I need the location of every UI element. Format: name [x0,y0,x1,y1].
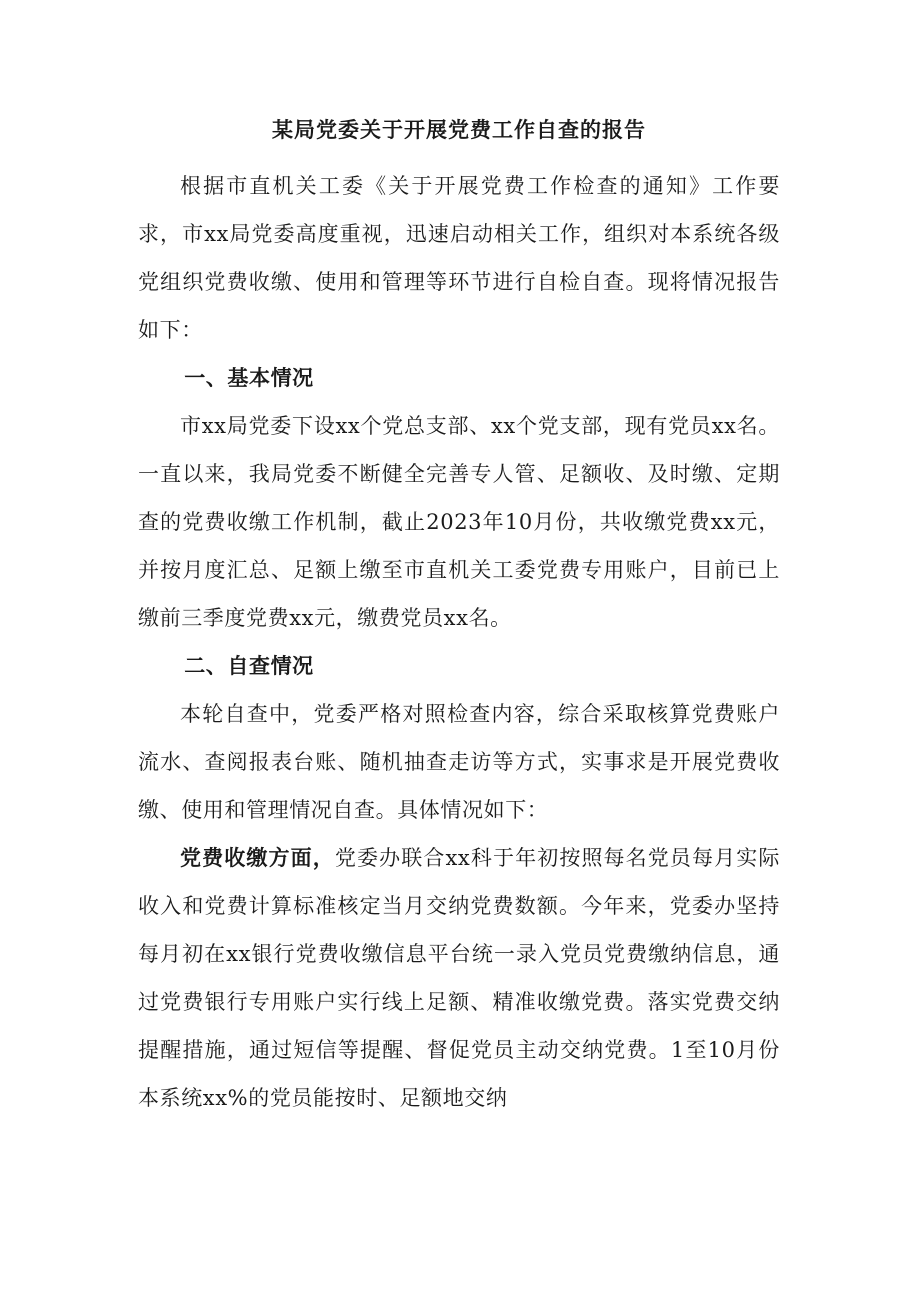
section-heading-basic: 一、基本情况 [184,366,314,390]
fee-collection-lead: 党费收缴方面， [180,846,335,870]
basic-situation-paragraph: 市xx局党委下设xx个党总支部、xx个党支部，现有党员xx名。一直以来，我局党委不断健全完善专人管、足额收、及时缴、定期查的党费收缴工作机制，截止2023年10月份，共收缴党费xx元，并按月度汇总、足额上缴至市直机关工委党费专用账户，目前已上缴前三季度党费xx元，缴费党员xx名。 [138,414,780,630]
document-title: 某局党委关于开展党费工作自查的报告 [272,118,646,142]
self-check-paragraph: 本轮自查中，党委严格对照检查内容，综合采取核算党费账户流水、查阅报表台账、随机抽查走访等方式，实事求是开展党费收缴、使用和管理情况自查。具体情况如下： [138,702,780,822]
fee-collection-body: 党委办联合xx科于年初按照每名党员每月实际收入和党费计算标准核定当月交纳党费数额。今年来，党委办坚持每月初在xx银行党费收缴信息平台统一录入党员党费缴纳信息，通过党费银行专用账户实行线上足额、精准收缴党费。落实党费交纳提醒措施，通过短信等提醒、督促党员主动交纳党费。1至10月份本系统xx%的党员能按时、足额地交纳 [138,846,780,1110]
section-heading-self-check: 二、自查情况 [184,654,314,678]
fee-collection-paragraph [138,834,780,1122]
intro-paragraph: 根据市直机关工委《关于开展党费工作检查的通知》工作要求，市xx局党委高度重视，迅速启动相关工作，组织对本系统各级党组织党费收缴、使用和管理等环节进行自检自查。现将情况报告如下： [138,174,780,342]
